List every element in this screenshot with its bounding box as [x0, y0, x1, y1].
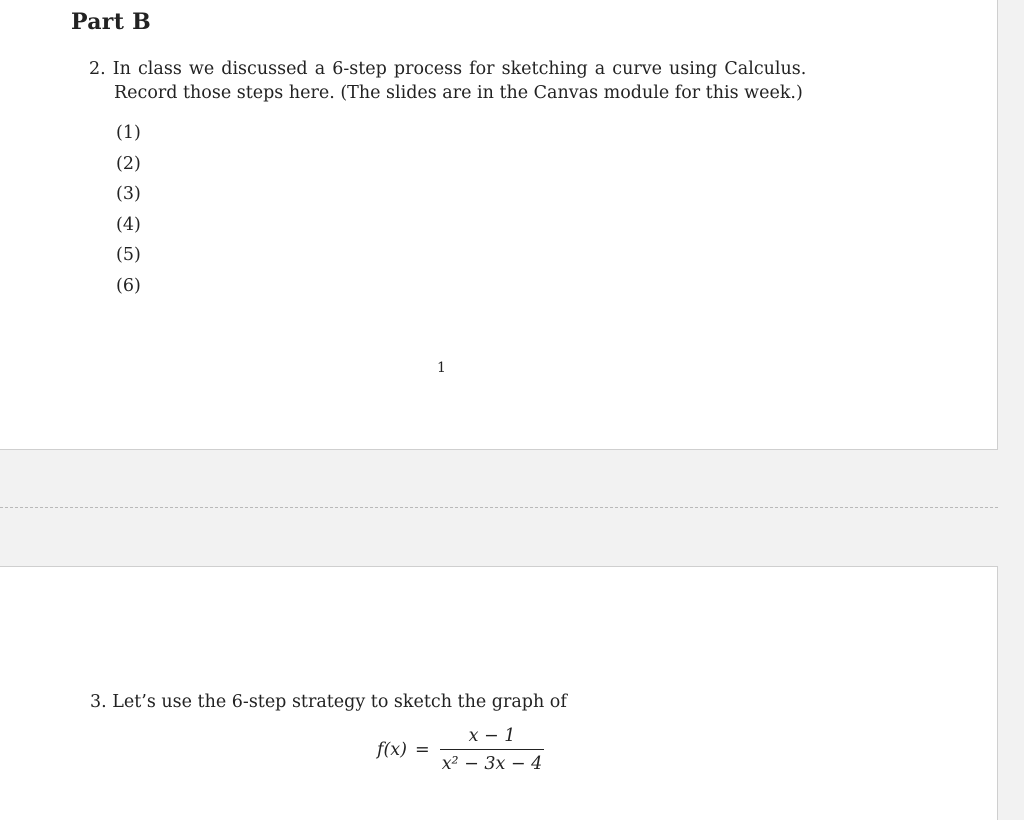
formula-fraction [438, 725, 547, 775]
step-item: (3) [116, 184, 141, 205]
formula-numerator: x − 1 [468, 726, 516, 746]
step-item: (5) [116, 245, 141, 266]
problem-2-text-line-1: 2. In class we discussed a 6-step process for sketching a curve using Calculus. [89, 59, 807, 79]
formula-denominator: x² − 3x − 4 [441, 754, 543, 774]
page-break-divider [0, 507, 998, 508]
page-number: 1 [437, 360, 446, 376]
problem-3-text: 3. Let’s use the 6-step strategy to sketch the graph of [90, 692, 567, 712]
step-item: (6) [116, 275, 141, 296]
step-list [116, 118, 141, 302]
function-formula [377, 724, 546, 776]
problem-2-text-line-2: Record those steps here. (The slides are in the Canvas module for this week.) [114, 83, 803, 103]
step-item: (4) [116, 214, 141, 235]
formula-equals: = [415, 740, 430, 760]
step-item: (1) [116, 123, 141, 143]
step-item: (2) [116, 153, 141, 174]
part-heading: Part B [71, 9, 152, 35]
formula-lhs: f(x) [377, 740, 408, 760]
